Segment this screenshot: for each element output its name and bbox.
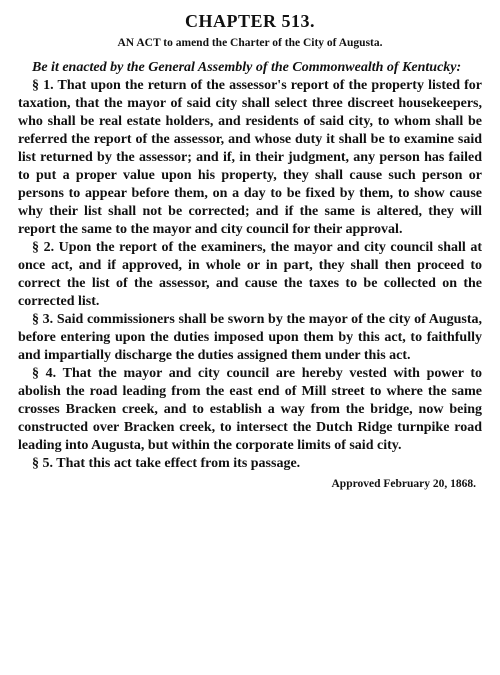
section-1: § 1. That upon the return of the assessor's report of the property listed for taxation, that the mayor of said city shall select three discreet housekeepers, who shall be real estate holders, and residents of said city, to whom shall be referred the report of the assessor, and whose duty it shall be to examine said list returned by the assessor; and if, in their judgment, any person has failed to put a proper value upon his property, they shall cause such person or persons to appear before them, on a day to be fixed by them, to show cause why their list shall not be corrected; and if the same is altered, they will report the same to the mayor and city council for their approval. <box>18 78 482 237</box>
section-2: § 2. Upon the report of the examiners, the mayor and city council shall at once act, and if approved, in whole or in part, they shall then proceed to correct the list of the assessor, and cause the taxes to be collected on the corrected list. <box>18 240 482 309</box>
section-3: § 3. Said commissioners shall be sworn by the mayor of the city of Augusta, before entering upon the duties imposed upon them by this act, to faithfully and impartially discharge the duties assigned them under this act. <box>18 312 482 363</box>
section-5: § 5. That this act take effect from its passage. <box>32 456 301 471</box>
approval-date: Approved February 20, 1868. <box>331 478 476 490</box>
enacting-clause: Be it enacted by the General Assembly of the Commonwealth of Kentucky: <box>32 60 462 75</box>
section-4: § 4. That the mayor and city council are hereby vested with power to abolish the road leading from the east end of Mill street to where the same crosses Bracken creek, and to establish a way from the bridge, now being constructed over Bracken creek, to intersect the Dutch Ridge turnpike road leading into Augusta, but within the corporate limits of said city. <box>18 366 482 453</box>
act-title: AN ACT to amend the Charter of the City of Augusta. <box>117 37 383 49</box>
chapter-heading: CHAPTER 513. <box>184 11 315 31</box>
